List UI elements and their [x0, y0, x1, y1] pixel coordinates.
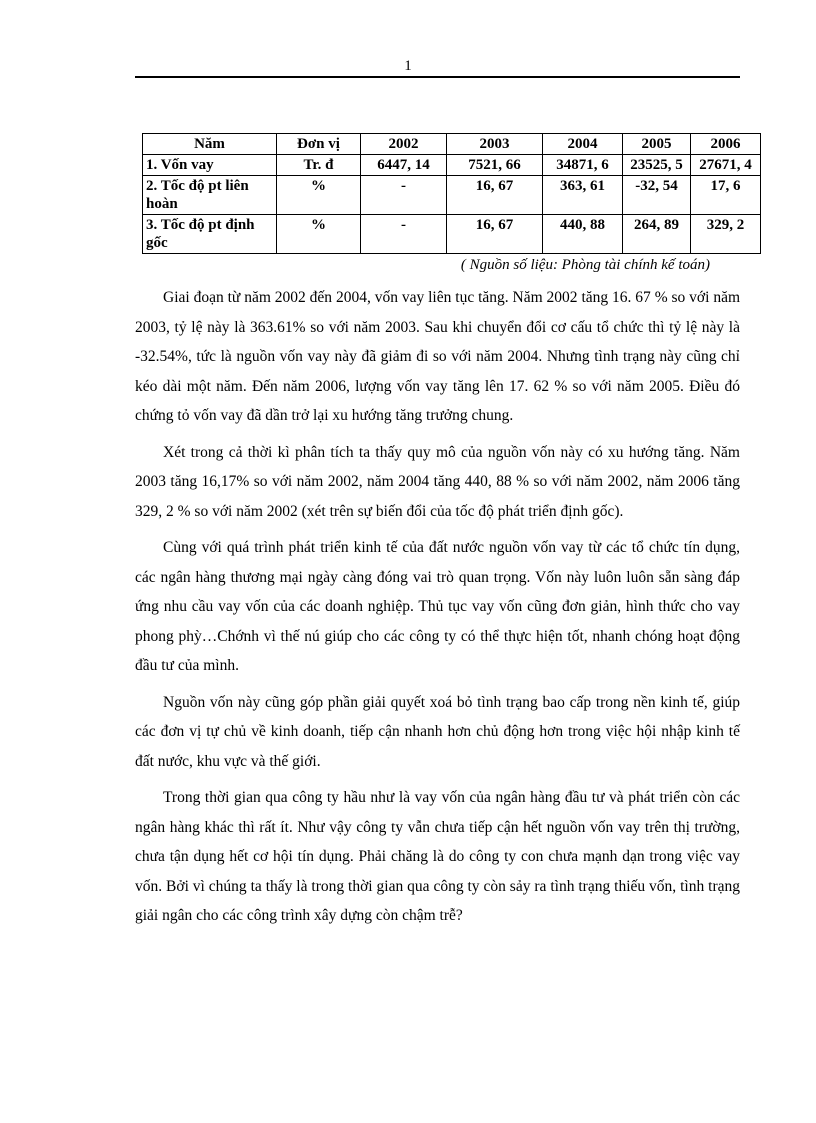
page-number: 1 — [404, 58, 412, 74]
cell-value: - — [361, 215, 447, 254]
table-row — [143, 215, 761, 254]
paragraph: Nguồn vốn này cũng góp phần giải quyết xoá bỏ tình trạng bao cấp trong nền kinh tế, giúp các đơn vị tự chủ về kinh doanh, tiếp cận nhanh hơn chủ động hơn trong việc hội nhập kinh tế đất nước, khu vực và thế giới. — [135, 693, 740, 770]
row-unit: % — [277, 176, 361, 215]
cell-value: -32, 54 — [623, 176, 691, 215]
cell-value: 16, 67 — [447, 176, 543, 215]
row-label: 1. Vốn vay — [143, 155, 277, 176]
cell-value: 17, 6 — [691, 176, 761, 215]
cell-value: 440, 88 — [543, 215, 623, 254]
header-2006: 2006 — [691, 134, 761, 155]
paragraph: Trong thời gian qua công ty hầu như là vay vốn của ngân hàng đầu tư và phát triển còn các ngân hàng khác thì rất ít. Như vậy công ty vẫn chưa tiếp cận hết nguồn vốn vay trên thị trường, chưa tận dụng hết cơ hội tín dụng. Phải chăng là do công ty con chưa mạnh dạn trong việc vay vốn. Bởi vì chúng ta thấy là trong thời gian qua công ty còn sảy ra tình trạng thiếu vốn, tình trạng giải ngân cho các công trình xây dựng còn chậm trễ? — [135, 789, 740, 924]
header-unit: Đơn vị — [277, 134, 361, 155]
cell-value: 6447, 14 — [361, 155, 447, 176]
header-2004: 2004 — [543, 134, 623, 155]
cell-value: 363, 61 — [543, 176, 623, 215]
header-2002: 2002 — [361, 134, 447, 155]
row-unit: % — [277, 215, 361, 254]
cell-value: 27671, 4 — [691, 155, 761, 176]
paragraph: Cùng với quá trình phát triển kinh tế của đất nước nguồn vốn vay từ các tổ chức tín dụng, các ngân hàng thương mại ngày càng đóng vai trò quan trọng. Vốn này luôn luôn sẵn sàng đáp ứng nhu cầu vay vốn của các doanh nghiệp. Thủ tục vay vốn cũng đơn giản, hình thức cho vay phong phỳ…Chớnh vì thế nú giúp cho các công ty có thể thực hiện tốt, nhanh chóng hoạt động đầu tư của mình. — [135, 539, 740, 674]
cell-value: - — [361, 176, 447, 215]
cell-value: 23525, 5 — [623, 155, 691, 176]
header-2005: 2005 — [623, 134, 691, 155]
table-header-row — [143, 134, 761, 155]
loan-capital-table — [142, 133, 761, 254]
source-note: ( Nguồn số liệu: Phòng tài chính kế toán) — [460, 257, 710, 273]
cell-value: 16, 67 — [447, 215, 543, 254]
paragraph: Xét trong cả thời kì phân tích ta thấy quy mô của nguồn vốn này có xu hướng tăng. Năm 2003 tăng 16,17% so với năm 2002, năm 2004 tăng 440, 88 % so với năm 2002, năm 2006 tăng 329, 2 % so với năm 2002 (xét trên sự biến đổi của tốc độ phát triển định gốc). — [135, 443, 740, 520]
cell-value: 329, 2 — [691, 215, 761, 254]
cell-value: 264, 89 — [623, 215, 691, 254]
body-text — [135, 283, 740, 938]
header-2003: 2003 — [447, 134, 543, 155]
row-label: 3. Tốc độ pt định gốc — [143, 215, 277, 254]
paragraph: Giai đoạn từ năm 2002 đến 2004, vốn vay liên tục tăng. Năm 2002 tăng 16. 67 % so với năm 2003, tỷ lệ này là 363.61% so với năm 2003. Sau khi chuyển đổi cơ cấu tổ chức thì tỷ lệ này là -32.54%, tức là nguồn vốn vay này đã giảm đi so với năm 2004. Nhưng tình trạng này cũng chỉ kéo dài một năm. Đến năm 2006, lượng vốn vay tăng lên 17. 62 % so với năm 2005. Điều đó chứng tỏ vốn vay đã dần trở lại xu hướng tăng trưởng chung. — [135, 289, 740, 424]
cell-value: 34871, 6 — [543, 155, 623, 176]
cell-value: 7521, 66 — [447, 155, 543, 176]
header-rule — [135, 76, 740, 78]
row-unit: Tr. đ — [277, 155, 361, 176]
table-row — [143, 176, 761, 215]
row-label: 2. Tốc độ pt liên hoàn — [143, 176, 277, 215]
table-row — [143, 155, 761, 176]
header-year: Năm — [143, 134, 277, 155]
